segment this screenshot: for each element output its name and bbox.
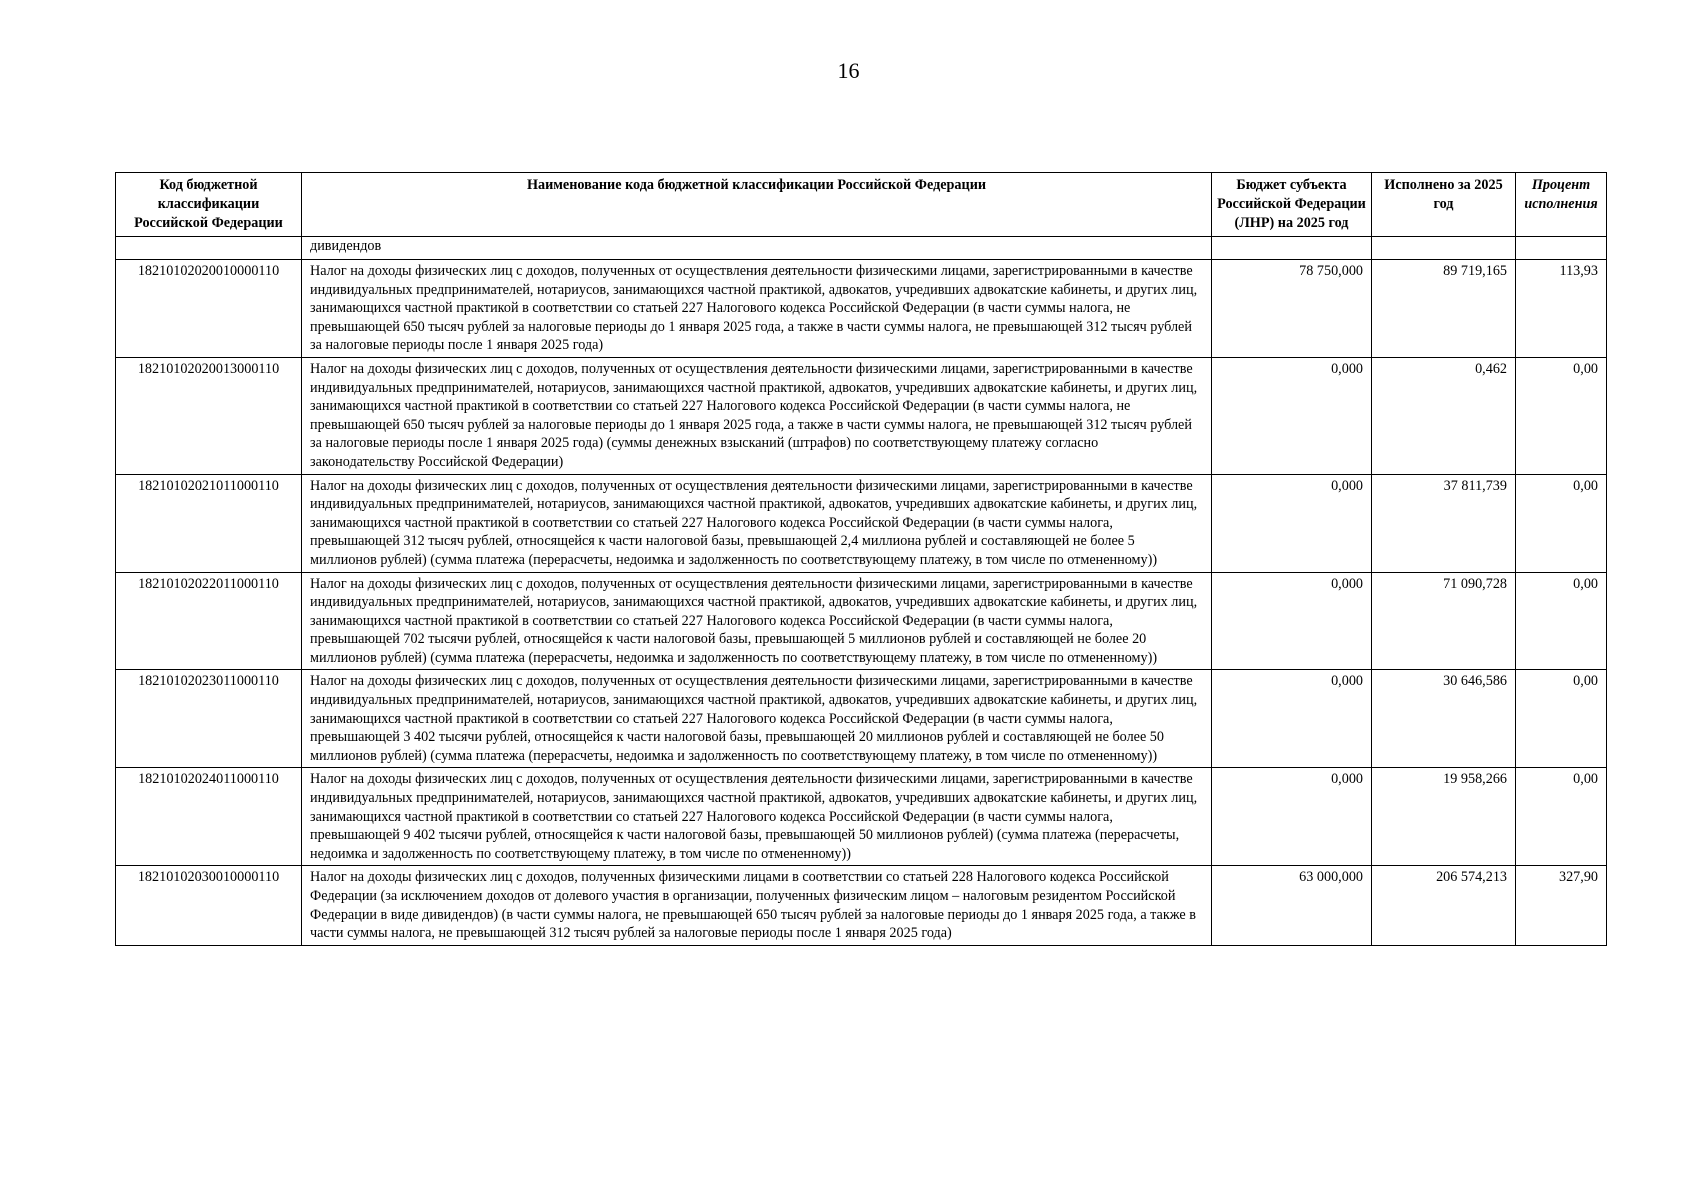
row-executed: 89 719,165: [1372, 260, 1516, 358]
header-percent: Процент исполнения: [1516, 173, 1607, 237]
row-code: 18210102020010000110: [116, 260, 302, 358]
row-code: 18210102020013000110: [116, 357, 302, 474]
table-row: [116, 474, 1607, 572]
row-code: 18210102023011000110: [116, 670, 302, 768]
row-name: Налог на доходы физических лиц с доходов, полученных от осуществления деятельности физическими лицами, зарегистрированными в качестве индивидуальных предпринимателей, нотариусов, занимающихся частной практикой, адвокатов, учредивших адвокатские кабинеты, и других лиц, занимающихся частной практикой в соответствии со статьей 227 Налогового кодекса Российской Федерации (в части суммы налога, превышающей 9 402 тысячи рублей, относящейся к части налоговой базы, превышающей 50 миллионов рублей) (сумма платежа (перерасчеты, недоимка и задолженность по соответствующему платежу, в том числе по отмененному)): [302, 768, 1212, 866]
row-budget: 0,000: [1212, 768, 1372, 866]
table-row: [116, 670, 1607, 768]
row-budget: 78 750,000: [1212, 260, 1372, 358]
table-header-row: [116, 173, 1607, 237]
row-executed: 30 646,586: [1372, 670, 1516, 768]
row-budget: 0,000: [1212, 357, 1372, 474]
table-cell: [116, 237, 302, 260]
row-name: Налог на доходы физических лиц с доходов, полученных физическими лицами в соответствии со статьей 228 Налогового кодекса Российской Федерации (за исключением доходов от долевого участия в организации, полученных физическим лицом – налоговым резидентом Российской Федерации в виде дивидендов) (в части суммы налога, не превышающей 650 тысяч рублей за налоговые периоды до 1 января 2025 года, а также в части суммы налога, не превышающей 312 тысяч рублей за налоговые периоды после 1 января 2025 года): [302, 866, 1212, 945]
row-percent: 327,90: [1516, 866, 1607, 945]
header-name: Наименование кода бюджетной классификации Российской Федерации: [302, 173, 1212, 237]
continuation-row: [116, 237, 1607, 260]
page-number: 16: [837, 58, 860, 83]
row-budget: 63 000,000: [1212, 866, 1372, 945]
row-percent: 0,00: [1516, 474, 1607, 572]
header-budget: Бюджет субъекта Российской Федерации (ЛНР) на 2025 год: [1212, 173, 1372, 237]
table-row: [116, 768, 1607, 866]
row-name: Налог на доходы физических лиц с доходов, полученных от осуществления деятельности физическими лицами, зарегистрированными в качестве индивидуальных предпринимателей, нотариусов, занимающихся частной практикой, адвокатов, учредивших адвокатские кабинеты, и других лиц, занимающихся частной практикой в соответствии со статьей 227 Налогового кодекса Российской Федерации (в части суммы налога, не превышающей 650 тысяч рублей за налоговые периоды до 1 января 2025 года, а также в части суммы налога, не превышающей 312 тысяч рублей за налоговые периоды после 1 января 2025 года): [302, 260, 1212, 358]
row-percent: 0,00: [1516, 357, 1607, 474]
row-name: Налог на доходы физических лиц с доходов, полученных от осуществления деятельности физическими лицами, зарегистрированными в качестве индивидуальных предпринимателей, нотариусов, занимающихся частной практикой, адвокатов, учредивших адвокатские кабинеты, и других лиц, занимающихся частной практикой в соответствии со статьей 227 Налогового кодекса Российской Федерации (в части суммы налога, превышающей 3 402 тысячи рублей, относящейся к части налоговой базы, превышающей 20 миллионов рублей и составляющей не более 50 миллионов рублей) (сумма платежа (перерасчеты, недоимка и задолженность по соответствующему платежу, в том числе по отмененному)): [302, 670, 1212, 768]
row-budget: 0,000: [1212, 572, 1372, 670]
table-row: [116, 260, 1607, 358]
continuation-text: дивидендов: [302, 237, 1212, 260]
row-percent: 0,00: [1516, 670, 1607, 768]
row-code: 18210102030010000110: [116, 866, 302, 945]
row-percent: 0,00: [1516, 572, 1607, 670]
table-row: [116, 866, 1607, 945]
table-cell: [1516, 237, 1607, 260]
header-code: Код бюджетной классификации Российской Федерации: [116, 173, 302, 237]
row-executed: 206 574,213: [1372, 866, 1516, 945]
row-percent: 113,93: [1516, 260, 1607, 358]
row-executed: 19 958,266: [1372, 768, 1516, 866]
table-cell: [1212, 237, 1372, 260]
row-budget: 0,000: [1212, 670, 1372, 768]
header-executed: Исполнено за 2025 год: [1372, 173, 1516, 237]
table-row: [116, 572, 1607, 670]
row-executed: 71 090,728: [1372, 572, 1516, 670]
row-code: 18210102022011000110: [116, 572, 302, 670]
row-executed: 37 811,739: [1372, 474, 1516, 572]
table-cell: [1372, 237, 1516, 260]
budget-table: [115, 172, 1607, 946]
row-executed: 0,462: [1372, 357, 1516, 474]
row-code: 18210102024011000110: [116, 768, 302, 866]
row-name: Налог на доходы физических лиц с доходов, полученных от осуществления деятельности физическими лицами, зарегистрированными в качестве индивидуальных предпринимателей, нотариусов, занимающихся частной практикой, адвокатов, учредивших адвокатские кабинеты, и других лиц, занимающихся частной практикой в соответствии со статьей 227 Налогового кодекса Российской Федерации (в части суммы налога, не превышающей 650 тысяч рублей за налоговые периоды до 1 января 2025 года, а также в части суммы налога, не превышающей 312 тысяч рублей за налоговые периоды после 1 января 2025 года) (суммы денежных взысканий (штрафов) по соответствующему платежу согласно законодательству Российской Федерации): [302, 357, 1212, 474]
table-row: [116, 357, 1607, 474]
row-percent: 0,00: [1516, 768, 1607, 866]
row-budget: 0,000: [1212, 474, 1372, 572]
row-code: 18210102021011000110: [116, 474, 302, 572]
row-name: Налог на доходы физических лиц с доходов, полученных от осуществления деятельности физическими лицами, зарегистрированными в качестве индивидуальных предпринимателей, нотариусов, занимающихся частной практикой, адвокатов, учредивших адвокатские кабинеты, и других лиц, занимающихся частной практикой в соответствии со статьей 227 Налогового кодекса Российской Федерации (в части суммы налога, превышающей 312 тысяч рублей, относящейся к части налоговой базы, превышающей 2,4 миллиона рублей и составляющей не более 5 миллионов рублей) (сумма платежа (перерасчеты, недоимка и задолженность по соответствующему платежу, в том числе по отмененному)): [302, 474, 1212, 572]
row-name: Налог на доходы физических лиц с доходов, полученных от осуществления деятельности физическими лицами, зарегистрированными в качестве индивидуальных предпринимателей, нотариусов, занимающихся частной практикой, адвокатов, учредивших адвокатские кабинеты, и других лиц, занимающихся частной практикой в соответствии со статьей 227 Налогового кодекса Российской Федерации (в части суммы налога, превышающей 702 тысячи рублей, относящейся к части налоговой базы, превышающей 5 миллионов рублей и составляющей не более 20 миллионов рублей) (сумма платежа (перерасчеты, недоимка и задолженность по соответствующему платежу, в том числе по отмененному)): [302, 572, 1212, 670]
